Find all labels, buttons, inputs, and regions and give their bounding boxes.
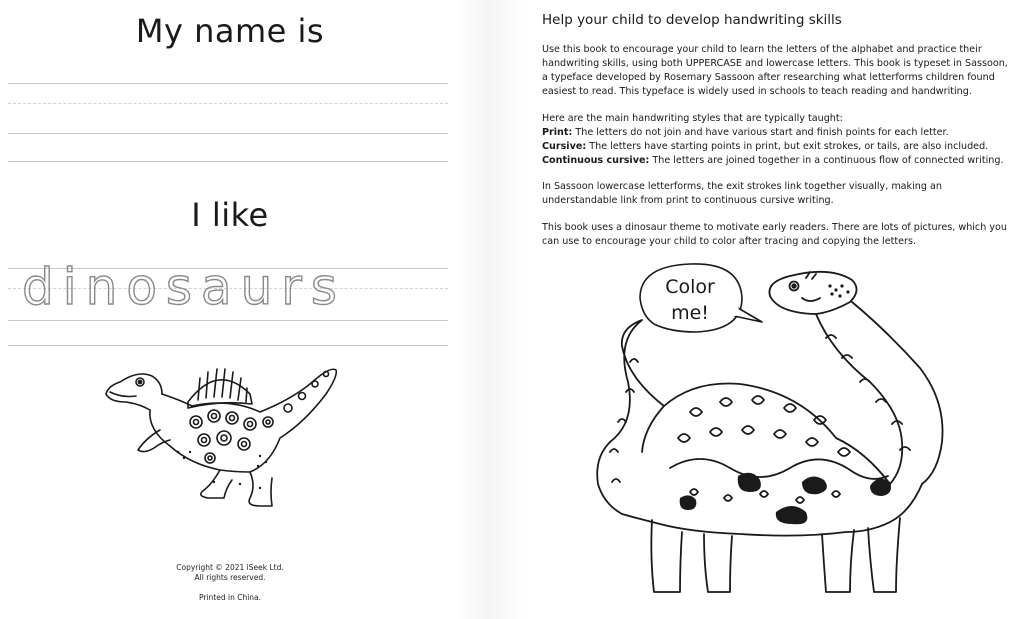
writing-guide-line bbox=[8, 103, 448, 104]
trace-word[interactable]: dinosaurs bbox=[22, 258, 346, 316]
style-print bbox=[542, 126, 1012, 140]
book-gutter bbox=[455, 0, 525, 619]
copyright-block bbox=[140, 563, 320, 603]
styles-intro: Here are the main handwriting styles that are typically taught: bbox=[542, 113, 843, 124]
writing-line bbox=[8, 320, 448, 321]
left-page bbox=[0, 0, 460, 619]
page-title: Help your child to develop handwriting skills bbox=[542, 12, 842, 28]
writing-line bbox=[8, 133, 448, 134]
sassoon-paragraph: In Sassoon lowercase letterforms, the exit strokes link together visually, making an understandable link from print to continuous cursive writing. bbox=[542, 181, 942, 207]
style-desc: The letters are joined together in a continuous flow of connected writing. bbox=[652, 155, 1004, 166]
right-page bbox=[520, 0, 1024, 619]
style-term: Continuous cursive: bbox=[542, 155, 650, 166]
spinosaurus-dinosaur-icon bbox=[100, 360, 350, 520]
style-continuous-cursive bbox=[542, 154, 1012, 168]
name-heading: My name is bbox=[135, 12, 325, 50]
writing-line bbox=[8, 345, 448, 346]
bubble-line: me! bbox=[671, 302, 709, 324]
theme-paragraph: This book uses a dinosaur theme to motivate early readers. There are lots of pictures, which you can use to encourage your child to color after tracing and copying the letters. bbox=[542, 222, 1007, 248]
bubble-line: Color bbox=[665, 276, 715, 298]
brachiosaurus-dinosaur-icon bbox=[570, 262, 1010, 612]
like-heading: I like bbox=[191, 196, 269, 234]
style-desc: The letters do not join and have various start and finish points for each letter. bbox=[575, 127, 949, 138]
style-term: Cursive: bbox=[542, 141, 587, 152]
rights-line: All rights reserved. bbox=[194, 573, 266, 582]
style-cursive bbox=[542, 140, 1012, 154]
style-desc: The letters have starting points in print, but exit strokes, or tails, are also included. bbox=[589, 141, 989, 152]
copyright-line: Copyright © 2021 iSeek Ltd. bbox=[176, 563, 284, 572]
writing-line bbox=[8, 83, 448, 84]
printed-in-line: Printed in China. bbox=[198, 593, 262, 602]
style-term: Print: bbox=[542, 127, 573, 138]
intro-paragraph: Use this book to encourage your child to learn the letters of the alphabet and practice their handwriting skills, using both UPPERCASE and lowercase letters. This book is typeset in Sassoon, a typeface developed by Rosemary Sassoon after researching what letterforms children found easiest to read. This typeface is widely used in schools to teach reading and handwriting. bbox=[542, 44, 1008, 98]
writing-line bbox=[8, 161, 448, 162]
